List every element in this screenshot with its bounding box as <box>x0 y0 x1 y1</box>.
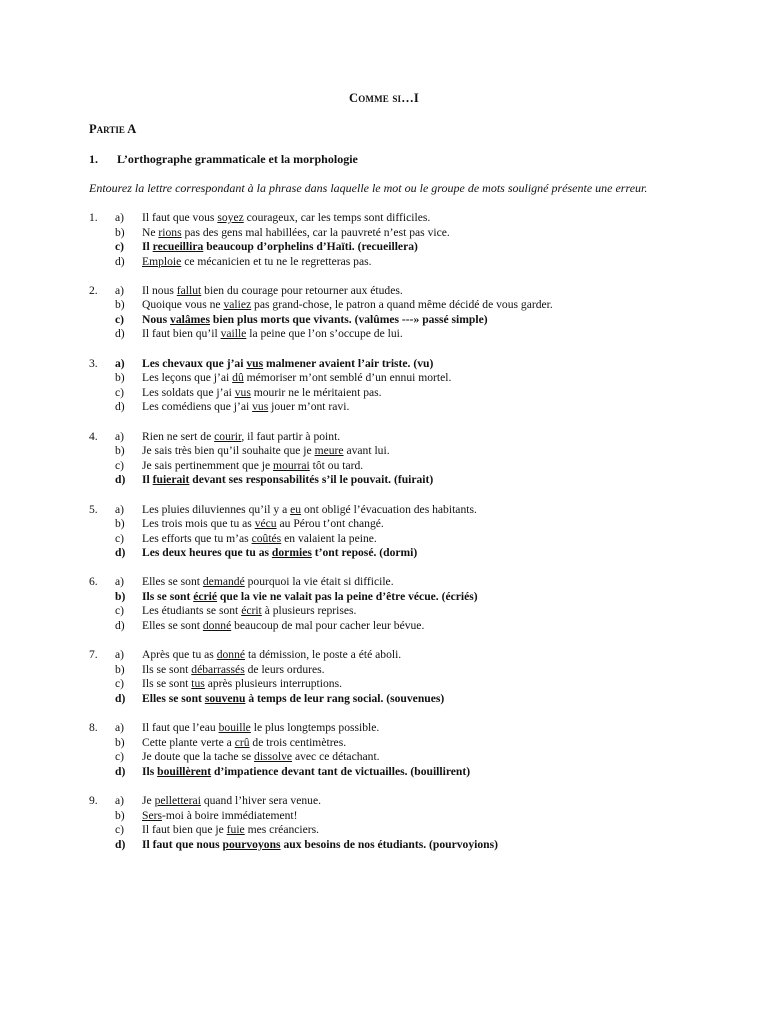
underlined-word: crû <box>234 735 250 749</box>
option-letter[interactable]: d) <box>115 400 125 414</box>
option-letter[interactable]: a) <box>115 794 125 808</box>
question <box>89 430 709 488</box>
question-number: 1. <box>89 211 98 224</box>
underlined-word: tus <box>191 677 205 691</box>
underlined-word: bouillèrent <box>157 764 212 778</box>
sentence-start: Nous <box>142 312 171 326</box>
option-sentence <box>142 327 403 342</box>
sentence-start: Elles se sont <box>142 618 203 632</box>
option-letter[interactable]: d) <box>115 618 125 632</box>
sentence-end: de leurs ordures. <box>244 662 325 676</box>
answer-option[interactable] <box>115 648 709 663</box>
answer-option[interactable] <box>115 823 709 838</box>
option-sentence <box>142 444 390 459</box>
option-letter[interactable]: a) <box>115 356 125 370</box>
sentence-start: Je sais pertinemment que je <box>142 458 274 472</box>
instructions: Entourez la lettre correspondant à la phrase dans laquelle le mot ou le groupe de mots souligné présente une erreur. <box>89 181 648 195</box>
underlined-word: eu <box>290 502 302 516</box>
question-list <box>89 211 709 867</box>
option-letter[interactable]: d) <box>115 254 125 268</box>
answer-option[interactable] <box>115 386 709 401</box>
sentence-start: Ils se sont <box>142 589 194 603</box>
sentence-end: aux besoins de nos étudiants. (pourvoyions) <box>280 837 498 851</box>
option-letter[interactable]: b) <box>115 589 126 603</box>
sentence-end: , il faut partir à point. <box>241 429 341 443</box>
sentence-start: Il faut bien qu’il <box>142 327 221 341</box>
answer-options <box>115 357 709 415</box>
option-sentence <box>142 604 356 619</box>
answer-option[interactable] <box>115 532 709 547</box>
question <box>89 575 709 633</box>
section-title: L’orthographe grammaticale et la morphologie <box>117 152 358 166</box>
sentence-start: Les deux heures que tu as <box>142 546 272 560</box>
answer-options <box>115 648 709 706</box>
sentence-end: ta démission, le poste a été aboli. <box>245 648 402 662</box>
option-sentence <box>142 226 450 241</box>
option-sentence <box>142 313 488 328</box>
page-title: Comme si…I <box>348 91 420 105</box>
sentence-start: Je doute que la tache se <box>142 750 255 764</box>
option-sentence <box>142 357 433 372</box>
sentence-start: Je sais très bien qu’il souhaite que je <box>142 444 315 458</box>
question-number: 6. <box>89 575 98 589</box>
option-letter[interactable]: c) <box>115 531 125 545</box>
option-sentence <box>142 736 346 751</box>
sentence-end: pas des gens mal habillées, car la pauvreté n’est pas vice. <box>181 225 450 239</box>
underlined-word: dû <box>232 371 244 385</box>
sentence-end: au Pérou t’ont changé. <box>276 517 384 531</box>
option-sentence <box>142 590 478 605</box>
underlined-word: Emploie <box>142 254 182 268</box>
option-letter[interactable]: b) <box>115 662 125 676</box>
sentence-start: Il nous <box>142 283 177 297</box>
sentence-end: quand l’hiver sera venue. <box>200 794 321 808</box>
question-number: 3. <box>89 356 98 370</box>
sentence-end: pas grand-chose, le patron a quand même décidé de vous garder. <box>251 298 553 312</box>
question <box>89 503 709 561</box>
sentence-end: -moi à boire immédiatement! <box>161 808 298 822</box>
answer-option[interactable] <box>115 517 709 532</box>
underlined-word: écrié <box>193 589 218 603</box>
option-letter[interactable]: d) <box>115 764 126 778</box>
sentence-start: Il <box>142 473 153 487</box>
option-letter[interactable]: b) <box>115 517 125 531</box>
option-letter[interactable]: a) <box>115 502 125 516</box>
underlined-word: bouille <box>218 721 251 735</box>
answer-option[interactable] <box>115 284 709 299</box>
option-letter[interactable]: c) <box>115 458 125 472</box>
answer-options <box>115 430 709 488</box>
sentence-start: Ils se sont <box>142 662 192 676</box>
sentence-end: la peine que l’on s’occupe de lui. <box>246 327 403 341</box>
option-sentence <box>142 677 342 692</box>
sentence-start: Les efforts que tu m’as <box>142 531 252 545</box>
question-number: 8. <box>89 721 98 735</box>
answer-option[interactable] <box>115 575 709 590</box>
part-heading: Partie A <box>89 122 137 136</box>
sentence-end: mourir ne le méritaient pas. <box>250 385 382 399</box>
sentence-end: à plusieurs reprises. <box>261 604 357 618</box>
sentence-end: t’ont reposé. (dormi) <box>311 546 418 560</box>
option-letter[interactable]: c) <box>115 240 125 253</box>
underlined-word: valâmes <box>170 312 210 326</box>
sentence-end: bien plus morts que vivants. (valûmes ---» passé simple) <box>209 312 488 326</box>
sentence-start: Après que tu as <box>142 648 217 662</box>
question <box>89 284 709 342</box>
option-sentence <box>142 473 433 488</box>
answer-option[interactable] <box>115 371 709 386</box>
sentence-end: mes créanciers. <box>244 823 320 837</box>
option-sentence <box>142 240 418 255</box>
sentence-end: le plus longtemps possible. <box>250 721 380 735</box>
option-sentence <box>142 503 477 518</box>
sentence-start: Ne <box>142 225 159 239</box>
sentence-end: ont obligé l’évacuation des habitants. <box>301 502 477 516</box>
sentence-start: Il faut que l’eau <box>142 721 219 735</box>
sentence-start: Les comédiens que j’ai <box>142 400 253 414</box>
answer-option[interactable] <box>115 430 709 445</box>
sentence-end: jouer m’ont ravi. <box>268 400 350 414</box>
option-letter[interactable]: a) <box>115 283 125 297</box>
underlined-word: rions <box>158 225 182 239</box>
answer-option[interactable] <box>115 677 709 692</box>
underlined-word: demandé <box>202 575 245 589</box>
option-letter[interactable]: d) <box>115 327 125 341</box>
answer-option[interactable] <box>115 226 709 241</box>
option-sentence <box>142 663 325 678</box>
underlined-word: pourvoyons <box>222 837 281 851</box>
option-letter[interactable]: c) <box>115 823 125 837</box>
option-sentence <box>142 648 401 663</box>
underlined-word: meure <box>314 444 344 458</box>
option-sentence <box>142 517 384 532</box>
answer-option[interactable] <box>115 721 709 736</box>
option-letter[interactable]: a) <box>115 721 125 735</box>
question-number: 9. <box>89 794 98 808</box>
sentence-start: Elles se sont <box>142 691 205 705</box>
option-sentence <box>142 371 451 386</box>
sentence-end: courageux, car les temps sont difficiles. <box>243 211 431 224</box>
answer-option-marked[interactable] <box>115 838 709 853</box>
sentence-start: Les pluies diluviennes qu’il y a <box>142 502 291 516</box>
option-letter[interactable]: d) <box>115 473 126 487</box>
question-number: 4. <box>89 429 98 443</box>
sentence-start: Les trois mois que tu as <box>142 517 255 531</box>
option-sentence <box>142 532 377 547</box>
answer-options <box>115 503 709 561</box>
option-sentence <box>142 794 321 809</box>
sentence-end: mémoriser m’ont semblé d’un ennui mortel. <box>243 371 452 385</box>
answer-option-marked[interactable] <box>115 546 709 561</box>
option-letter[interactable]: d) <box>115 837 126 851</box>
answer-option-marked[interactable] <box>115 692 709 707</box>
option-sentence <box>142 750 380 765</box>
sentence-end: après plusieurs interruptions. <box>204 677 342 691</box>
option-sentence <box>142 211 430 226</box>
section-number: 1. <box>89 152 98 166</box>
option-letter[interactable]: c) <box>115 750 125 764</box>
option-letter[interactable]: b) <box>115 735 125 749</box>
option-sentence <box>142 386 382 401</box>
sentence-end: que la vie ne valait pas la peine d’être vécue. (écriés) <box>217 589 478 603</box>
sentence-end: beaucoup d’orphelins d’Haïti. (recueillera) <box>203 240 418 253</box>
option-letter[interactable]: d) <box>115 691 126 705</box>
answer-option[interactable] <box>115 255 709 270</box>
sentence-end: de trois centimètres. <box>249 735 347 749</box>
sentence-start: Il faut que nous <box>142 837 223 851</box>
underlined-word: écrit <box>241 604 262 618</box>
option-letter[interactable]: c) <box>115 677 125 691</box>
sentence-start: Cette plante verte a <box>142 735 235 749</box>
answer-option[interactable] <box>115 211 709 226</box>
underlined-word: dormies <box>271 546 312 560</box>
option-letter[interactable]: b) <box>115 371 125 385</box>
option-sentence <box>142 619 424 634</box>
sentence-start: Rien ne sert de <box>142 429 215 443</box>
sentence-start: Il faut bien que je <box>142 823 227 837</box>
underlined-word: courir <box>214 429 242 443</box>
option-letter[interactable]: c) <box>115 604 125 618</box>
sentence-end: bien du courage pour retourner aux études. <box>201 283 403 297</box>
option-letter[interactable]: a) <box>115 648 125 662</box>
sentence-end: en valaient la peine. <box>281 531 377 545</box>
sentence-start: Je <box>142 794 155 808</box>
option-sentence <box>142 546 417 561</box>
underlined-word: soyez <box>217 211 244 224</box>
question-number: 5. <box>89 502 98 516</box>
answer-options <box>115 211 709 269</box>
underlined-word: Sers <box>142 808 162 822</box>
sentence-start: Les chevaux que j’ai <box>142 356 247 370</box>
question <box>89 721 709 779</box>
answer-option[interactable] <box>115 459 709 474</box>
option-letter[interactable]: b) <box>115 225 125 239</box>
option-letter[interactable]: b) <box>115 808 125 822</box>
section-heading <box>89 152 358 167</box>
sentence-start: Il faut que vous <box>142 211 218 224</box>
option-sentence <box>142 430 340 445</box>
sentence-start: Quoique vous ne <box>142 298 224 312</box>
option-letter[interactable]: b) <box>115 298 125 312</box>
underlined-word: vus <box>252 400 269 414</box>
question-number: 2. <box>89 283 98 297</box>
option-sentence <box>142 721 379 736</box>
answer-option[interactable] <box>115 750 709 765</box>
answer-option-marked[interactable] <box>115 590 709 605</box>
option-letter[interactable]: c) <box>115 385 125 399</box>
underlined-word: coûtés <box>251 531 282 545</box>
answer-option[interactable] <box>115 503 709 518</box>
option-sentence <box>142 298 553 313</box>
underlined-word: fallut <box>176 283 202 297</box>
sentence-end: avant lui. <box>343 444 390 458</box>
underlined-word: valiez <box>223 298 252 312</box>
answer-option[interactable] <box>115 809 709 824</box>
option-letter[interactable]: c) <box>115 312 125 326</box>
sentence-end: d’impatience devant tant de victuailles. (bouillirent) <box>211 764 471 778</box>
option-sentence <box>142 400 349 415</box>
sentence-end: malmener avaient l’air triste. (vu) <box>263 356 434 370</box>
sentence-end: ce mécanicien et tu ne le regretteras pas. <box>181 254 372 268</box>
underlined-word: souvenu <box>204 691 246 705</box>
underlined-word: mourrai <box>273 458 310 472</box>
answer-option[interactable] <box>115 444 709 459</box>
answer-option-marked[interactable] <box>115 473 709 488</box>
sentence-end: devant ses responsabilités s’il le pouvait. (fuirait) <box>189 473 434 487</box>
question-number: 7. <box>89 648 98 662</box>
question <box>89 648 709 706</box>
answer-options <box>115 284 709 342</box>
answer-option-marked[interactable] <box>115 357 709 372</box>
sentence-end: pourquoi la vie était si difficile. <box>244 575 394 589</box>
answer-option[interactable] <box>115 400 709 415</box>
answer-option[interactable] <box>115 619 709 634</box>
option-sentence <box>142 575 394 590</box>
sentence-end: beaucoup de mal pour cacher leur bévue. <box>231 618 425 632</box>
question <box>89 357 709 415</box>
underlined-word: dissolve <box>254 750 293 764</box>
underlined-word: recueillira <box>152 240 204 253</box>
option-letter[interactable]: a) <box>115 429 125 443</box>
option-letter[interactable]: b) <box>115 444 125 458</box>
question <box>89 794 709 852</box>
answer-option-marked[interactable] <box>115 765 709 780</box>
underlined-word: vaille <box>220 327 247 341</box>
sentence-start: Elles se sont <box>142 575 203 589</box>
underlined-word: donné <box>202 618 232 632</box>
answer-options <box>115 794 709 852</box>
option-sentence <box>142 765 470 780</box>
option-sentence <box>142 809 298 824</box>
option-letter[interactable]: a) <box>115 211 125 224</box>
answer-options <box>115 721 709 779</box>
option-letter[interactable]: d) <box>115 546 126 560</box>
underlined-word: vécu <box>254 517 277 531</box>
answer-option[interactable] <box>115 663 709 678</box>
sentence-start: Il <box>142 240 153 253</box>
sentence-end: avec ce détachant. <box>292 750 380 764</box>
answer-option[interactable] <box>115 327 709 342</box>
sentence-start: Les soldats que j’ai <box>142 385 235 399</box>
option-letter[interactable]: a) <box>115 575 125 589</box>
answer-option-marked[interactable] <box>115 313 709 328</box>
answer-option[interactable] <box>115 736 709 751</box>
sentence-end: tôt ou tard. <box>309 458 364 472</box>
sentence-start: Les leçons que j’ai <box>142 371 233 385</box>
answer-option-marked[interactable] <box>115 240 709 255</box>
option-sentence <box>142 692 444 707</box>
underlined-word: pelletterai <box>154 794 201 808</box>
option-sentence <box>142 284 403 299</box>
option-sentence <box>142 823 319 838</box>
question <box>89 211 709 269</box>
answer-option[interactable] <box>115 604 709 619</box>
sentence-start: Ils <box>142 764 158 778</box>
option-sentence <box>142 838 498 853</box>
sentence-start: Les étudiants se sont <box>142 604 242 618</box>
option-sentence <box>142 459 363 474</box>
underlined-word: fuierait <box>152 473 190 487</box>
answer-option[interactable] <box>115 794 709 809</box>
underlined-word: vus <box>234 385 251 399</box>
underlined-word: débarrassés <box>191 662 245 676</box>
option-sentence <box>142 255 372 270</box>
answer-options <box>115 575 709 633</box>
sentence-end: à temps de leur rang social. (souvenues) <box>245 691 445 705</box>
underlined-word: donné <box>216 648 246 662</box>
answer-option[interactable] <box>115 298 709 313</box>
underlined-word: fuie <box>226 823 245 837</box>
underlined-word: vus <box>246 356 264 370</box>
sentence-start: Ils se sont <box>142 677 192 691</box>
